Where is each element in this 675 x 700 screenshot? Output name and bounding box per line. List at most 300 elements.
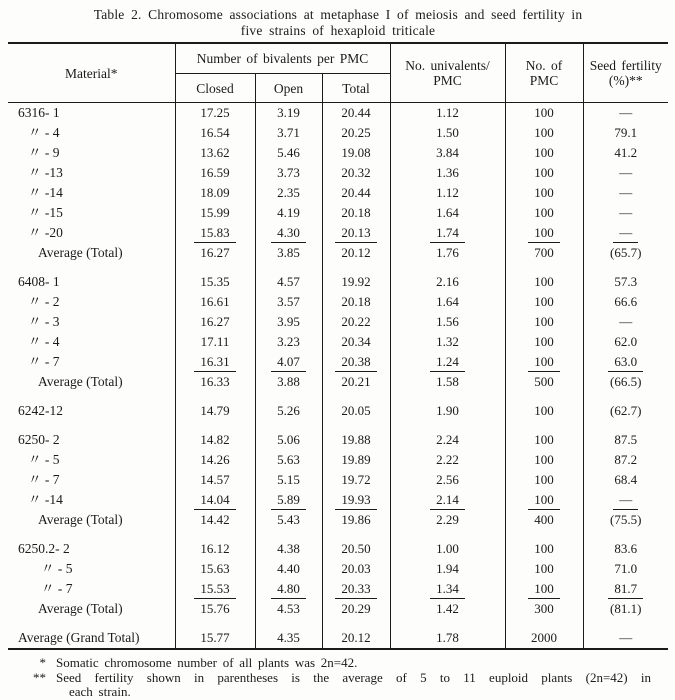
cell-univalents	[390, 183, 505, 203]
cell-value-underlined: 19.93	[335, 490, 376, 510]
table-row	[8, 510, 668, 530]
cell-material: 6408- 1	[18, 274, 60, 289]
cell-value: 100	[534, 274, 554, 289]
table-row	[8, 223, 668, 243]
cell-value: 4.35	[277, 630, 300, 645]
cell-value-underlined: 100	[528, 223, 560, 243]
cell-closed	[175, 123, 255, 143]
cell-value: 1.90	[436, 403, 459, 418]
cell-pmc	[505, 421, 583, 450]
cell-value: 1.64	[436, 205, 459, 220]
cell-open	[255, 263, 322, 292]
cell-value: 17.11	[200, 334, 230, 349]
cell-closed	[175, 392, 255, 421]
cell-total	[322, 332, 390, 352]
cell-closed	[175, 183, 255, 203]
header-no-of-pmc-line2: PMC	[529, 73, 559, 88]
cell-value: 2.22	[436, 452, 459, 467]
cell-pmc	[505, 263, 583, 292]
cell-fertility	[583, 510, 668, 530]
cell-pmc	[505, 243, 583, 263]
cell-value: 15.99	[200, 205, 230, 220]
cell-value-underlined: 4.80	[271, 579, 306, 599]
cell-value-underlined: 4.30	[271, 223, 306, 243]
table-title-line2: five strains of hexaploid triticale	[240, 23, 436, 38]
cell-value: 4.38	[277, 541, 300, 556]
footnote-text	[56, 671, 651, 700]
cell-value: 3.88	[277, 374, 300, 389]
cell-closed	[175, 223, 255, 243]
cell-value: (81.1)	[610, 601, 642, 616]
cell-value: 5.15	[277, 472, 300, 487]
table-row	[8, 163, 668, 183]
cell-value-underlined: 100	[528, 352, 560, 372]
table-title-line1: Table 2. Chromosome associations at metaphase I of meiosis and seed fertility in	[93, 7, 583, 22]
cell-total	[322, 312, 390, 332]
cell-closed	[175, 163, 255, 183]
cell-open	[255, 332, 322, 352]
cell-value: 20.12	[341, 630, 371, 645]
cell-fertility	[583, 530, 668, 559]
cell-fertility	[583, 619, 668, 649]
table-row	[8, 143, 668, 163]
cell-value: 3.19	[277, 105, 300, 120]
cell-value: 5.43	[277, 512, 300, 527]
cell-value: 4.19	[277, 205, 300, 220]
cell-value: 5.63	[277, 452, 300, 467]
cell-value: 2.16	[436, 274, 459, 289]
footnote-2	[8, 671, 668, 700]
cell-total	[322, 599, 390, 619]
cell-closed	[175, 530, 255, 559]
cell-total	[322, 450, 390, 470]
cell-closed	[175, 312, 255, 332]
cell-value: 2.24	[436, 432, 459, 447]
cell-pmc	[505, 530, 583, 559]
cell-pmc	[505, 312, 583, 332]
cell-value-underlined: 100	[528, 579, 560, 599]
table-row	[8, 490, 668, 510]
cell-value: 100	[534, 432, 554, 447]
cell-pmc	[505, 579, 583, 599]
cell-open	[255, 223, 322, 243]
cell-closed	[175, 579, 255, 599]
cell-value-underlined: 4.07	[271, 352, 306, 372]
cell-total	[322, 243, 390, 263]
cell-pmc	[505, 183, 583, 203]
cell-pmc	[505, 223, 583, 243]
cell-open	[255, 490, 322, 510]
cell-value: 20.34	[341, 334, 371, 349]
cell-open	[255, 352, 322, 372]
cell-fertility	[583, 490, 668, 510]
cell-closed	[175, 510, 255, 530]
cell-pmc	[505, 392, 583, 421]
table-row	[8, 372, 668, 392]
cell-fertility	[583, 163, 668, 183]
cell-value: —	[619, 185, 633, 200]
cell-value: 400	[534, 512, 554, 527]
cell-value: 1.78	[436, 630, 459, 645]
cell-material: Average (Grand Total)	[18, 630, 140, 645]
table-body	[8, 103, 668, 650]
table-row	[8, 263, 668, 292]
cell-value: 15.77	[200, 630, 230, 645]
cell-fertility	[583, 392, 668, 421]
cell-material: 〃 -14	[28, 492, 63, 507]
cell-value: 1.50	[436, 125, 459, 140]
cell-total	[322, 490, 390, 510]
cell-value: 14.26	[200, 452, 230, 467]
cell-closed	[175, 332, 255, 352]
table-row	[8, 579, 668, 599]
cell-total	[322, 470, 390, 490]
cell-value: 100	[534, 334, 554, 349]
cell-pmc	[505, 372, 583, 392]
cell-material: 〃 -13	[28, 165, 63, 180]
header-material: Material*	[65, 65, 118, 81]
cell-value: 20.44	[341, 185, 371, 200]
cell-fertility	[583, 223, 668, 243]
cell-total	[322, 352, 390, 372]
cell-value: 16.12	[200, 541, 230, 556]
cell-value-underlined: —	[613, 223, 638, 243]
cell-fertility	[583, 103, 668, 124]
table-row	[8, 312, 668, 332]
cell-closed	[175, 263, 255, 292]
cell-value: 19.92	[341, 274, 371, 289]
cell-value: 71.0	[614, 561, 638, 576]
cell-closed	[175, 470, 255, 490]
cell-pmc	[505, 510, 583, 530]
cell-pmc	[505, 490, 583, 510]
cell-value: 5.26	[277, 403, 300, 418]
cell-fertility	[583, 123, 668, 143]
cell-value: 100	[534, 294, 554, 309]
cell-fertility	[583, 352, 668, 372]
table-row	[8, 450, 668, 470]
cell-univalents	[390, 163, 505, 183]
cell-univalents	[390, 312, 505, 332]
cell-pmc	[505, 123, 583, 143]
cell-material: 〃 - 5	[41, 561, 73, 576]
header-bivalents-group: Number of bivalents per PMC	[175, 43, 390, 74]
header-univalents-line1: No. univalents/	[405, 58, 490, 73]
header-seed-fertility	[583, 43, 668, 103]
table-row	[8, 559, 668, 579]
cell-fertility	[583, 599, 668, 619]
cell-material: 〃 - 5	[28, 452, 60, 467]
cell-univalents	[390, 470, 505, 490]
cell-value: —	[619, 630, 633, 645]
cell-pmc	[505, 163, 583, 183]
cell-open	[255, 421, 322, 450]
cell-value: 2000	[531, 630, 558, 645]
cell-value: 14.57	[200, 472, 230, 487]
cell-material: Average (Total)	[38, 374, 123, 389]
cell-value: 4.53	[277, 601, 300, 616]
cell-fertility	[583, 421, 668, 450]
cell-closed	[175, 203, 255, 223]
table-row	[8, 243, 668, 263]
cell-value: 100	[534, 452, 554, 467]
cell-univalents	[390, 619, 505, 649]
footnote-marker: *	[39, 655, 46, 670]
cell-open	[255, 599, 322, 619]
header-open: Open	[255, 74, 322, 103]
cell-univalents	[390, 450, 505, 470]
cell-value: 1.42	[436, 601, 459, 616]
table-row	[8, 123, 668, 143]
cell-pmc	[505, 143, 583, 163]
cell-value: 18.09	[200, 185, 230, 200]
cell-value-underlined: —	[613, 490, 638, 510]
cell-value: 16.27	[200, 245, 230, 260]
cell-value: 1.00	[436, 541, 459, 556]
cell-univalents	[390, 103, 505, 124]
cell-open	[255, 123, 322, 143]
table-header	[8, 43, 668, 103]
cell-value: 15.76	[200, 601, 230, 616]
cell-value: 66.6	[614, 294, 638, 309]
cell-value: 20.18	[341, 294, 371, 309]
cell-value-underlined: 100	[528, 490, 560, 510]
cell-material: 〃 - 4	[28, 334, 60, 349]
cell-value: 100	[534, 165, 554, 180]
cell-total	[322, 143, 390, 163]
header-closed: Closed	[175, 74, 255, 103]
cell-value: 100	[534, 105, 554, 120]
cell-open	[255, 450, 322, 470]
header-univalents-line2: PMC	[433, 73, 462, 88]
cell-closed	[175, 559, 255, 579]
cell-univalents	[390, 579, 505, 599]
footnote-line: Seed fertility shown in parentheses is the average of 5 to 11 euploid plants (2n=42) in	[56, 669, 651, 685]
cell-total	[322, 223, 390, 243]
cell-closed	[175, 490, 255, 510]
cell-value-underlined: 16.31	[194, 352, 235, 372]
table-row	[8, 352, 668, 372]
table-row	[8, 332, 668, 352]
cell-open	[255, 470, 322, 490]
cell-fertility	[583, 450, 668, 470]
cell-material: 〃 - 2	[28, 294, 60, 309]
table-row	[8, 392, 668, 421]
cell-value: 1.76	[436, 245, 459, 260]
cell-material: 〃 - 7	[28, 354, 60, 369]
cell-pmc	[505, 559, 583, 579]
cell-value: 41.2	[614, 145, 638, 160]
table-row	[8, 619, 668, 649]
cell-value: 14.42	[200, 512, 230, 527]
cell-closed	[175, 619, 255, 649]
cell-material: 〃 -14	[28, 185, 63, 200]
cell-material: Average (Total)	[38, 245, 123, 260]
cell-value: 16.27	[200, 314, 230, 329]
cell-value: (75.5)	[610, 512, 642, 527]
cell-open	[255, 183, 322, 203]
cell-total	[322, 292, 390, 312]
cell-closed	[175, 352, 255, 372]
cell-material: 〃 - 9	[28, 145, 60, 160]
cell-value: 4.57	[277, 274, 300, 289]
cell-value: 300	[534, 601, 554, 616]
cell-open	[255, 619, 322, 649]
cell-value: 2.35	[277, 185, 300, 200]
cell-total	[322, 123, 390, 143]
cell-value: (66.5)	[610, 374, 642, 389]
cell-value: 19.89	[341, 452, 371, 467]
cell-value-underlined: 63.0	[608, 352, 643, 372]
cell-value: (65.7)	[610, 245, 642, 260]
cell-value: 19.88	[341, 432, 371, 447]
cell-value: 100	[534, 185, 554, 200]
cell-value: 20.32	[341, 165, 371, 180]
cell-value-underlined: 14.04	[194, 490, 235, 510]
cell-total	[322, 203, 390, 223]
cell-pmc	[505, 332, 583, 352]
cell-pmc	[505, 352, 583, 372]
cell-value-underlined: 20.33	[335, 579, 376, 599]
cell-value: 79.1	[614, 125, 638, 140]
header-seed-fertility-line1: Seed fertility	[589, 58, 662, 73]
cell-value: 1.58	[436, 374, 459, 389]
cell-value: —	[619, 205, 633, 220]
footnote-line: Somatic chromosome number of all plants was 2n=42.	[56, 655, 358, 670]
cell-value: 3.57	[277, 294, 300, 309]
cell-material: 6250- 2	[18, 432, 60, 447]
cell-material: 〃 - 7	[28, 472, 60, 487]
header-univalents	[390, 43, 505, 103]
cell-value-underlined: 20.38	[335, 352, 376, 372]
header-no-of-pmc-line1: No. of	[525, 58, 563, 73]
table-row	[8, 203, 668, 223]
cell-open	[255, 143, 322, 163]
cell-value: 100	[534, 561, 554, 576]
cell-fertility	[583, 243, 668, 263]
cell-univalents	[390, 559, 505, 579]
cell-pmc	[505, 599, 583, 619]
cell-value: 700	[534, 245, 554, 260]
cell-value-underlined: 2.14	[430, 490, 465, 510]
cell-value: 2.56	[436, 472, 459, 487]
cell-value-underlined: 1.74	[430, 223, 465, 243]
table-row	[8, 103, 668, 124]
cell-fertility	[583, 579, 668, 599]
cell-total	[322, 183, 390, 203]
cell-value: 16.54	[200, 125, 230, 140]
cell-total	[322, 619, 390, 649]
cell-open	[255, 559, 322, 579]
cell-total	[322, 163, 390, 183]
cell-closed	[175, 599, 255, 619]
cell-value: —	[619, 105, 633, 120]
cell-value: 20.44	[341, 105, 371, 120]
cell-value: 1.12	[436, 105, 459, 120]
cell-value: 15.35	[200, 274, 230, 289]
cell-value: 100	[534, 145, 554, 160]
cell-univalents	[390, 223, 505, 243]
cell-open	[255, 243, 322, 263]
cell-fertility	[583, 559, 668, 579]
cell-closed	[175, 292, 255, 312]
cell-open	[255, 163, 322, 183]
footnote-marker: **	[33, 669, 46, 685]
cell-open	[255, 203, 322, 223]
cell-closed	[175, 103, 255, 124]
cell-fertility	[583, 372, 668, 392]
cell-open	[255, 392, 322, 421]
cell-value-underlined: 15.53	[194, 579, 235, 599]
cell-value: 3.84	[436, 145, 459, 160]
cell-value: 19.08	[341, 145, 371, 160]
cell-value: 87.5	[614, 432, 638, 447]
cell-value-underlined: 5.89	[271, 490, 306, 510]
cell-value-underlined: 1.24	[430, 352, 465, 372]
cell-material: 〃 - 3	[28, 314, 60, 329]
table-row	[8, 292, 668, 312]
cell-value: (62.7)	[610, 403, 642, 418]
cell-material: 〃 -15	[28, 205, 63, 220]
cell-univalents	[390, 243, 505, 263]
cell-open	[255, 579, 322, 599]
cell-pmc	[505, 450, 583, 470]
cell-fertility	[583, 292, 668, 312]
cell-fertility	[583, 332, 668, 352]
cell-total	[322, 530, 390, 559]
cell-univalents	[390, 263, 505, 292]
table-row	[8, 421, 668, 450]
cell-open	[255, 510, 322, 530]
cell-value: 16.33	[200, 374, 230, 389]
footnote-text	[56, 656, 651, 671]
cell-value: 3.85	[277, 245, 300, 260]
cell-open	[255, 103, 322, 124]
cell-value: 2.29	[436, 512, 459, 527]
cell-univalents	[390, 490, 505, 510]
cell-value: 17.25	[200, 105, 230, 120]
cell-value: 20.21	[341, 374, 371, 389]
cell-total	[322, 103, 390, 124]
cell-total	[322, 263, 390, 292]
cell-fertility	[583, 143, 668, 163]
cell-value: 4.40	[277, 561, 300, 576]
cell-value: —	[619, 314, 633, 329]
cell-total	[322, 579, 390, 599]
cell-univalents	[390, 599, 505, 619]
cell-value: 13.62	[200, 145, 230, 160]
cell-value: 1.64	[436, 294, 459, 309]
cell-value: 100	[534, 314, 554, 329]
cell-total	[322, 372, 390, 392]
cell-total	[322, 510, 390, 530]
cell-value: 20.18	[341, 205, 371, 220]
cell-univalents	[390, 203, 505, 223]
cell-value-underlined: 1.34	[430, 579, 465, 599]
cell-value: 3.95	[277, 314, 300, 329]
cell-fertility	[583, 183, 668, 203]
cell-value: 1.36	[436, 165, 459, 180]
cell-fertility	[583, 312, 668, 332]
cell-value: 15.63	[200, 561, 230, 576]
cell-material: Average (Total)	[38, 512, 123, 527]
cell-material: Average (Total)	[38, 601, 123, 616]
cell-value: 3.23	[277, 334, 300, 349]
cell-total	[322, 392, 390, 421]
cell-value-underlined: 81.7	[608, 579, 643, 599]
cell-material: 〃 - 4	[28, 125, 60, 140]
cell-value: 14.82	[200, 432, 230, 447]
